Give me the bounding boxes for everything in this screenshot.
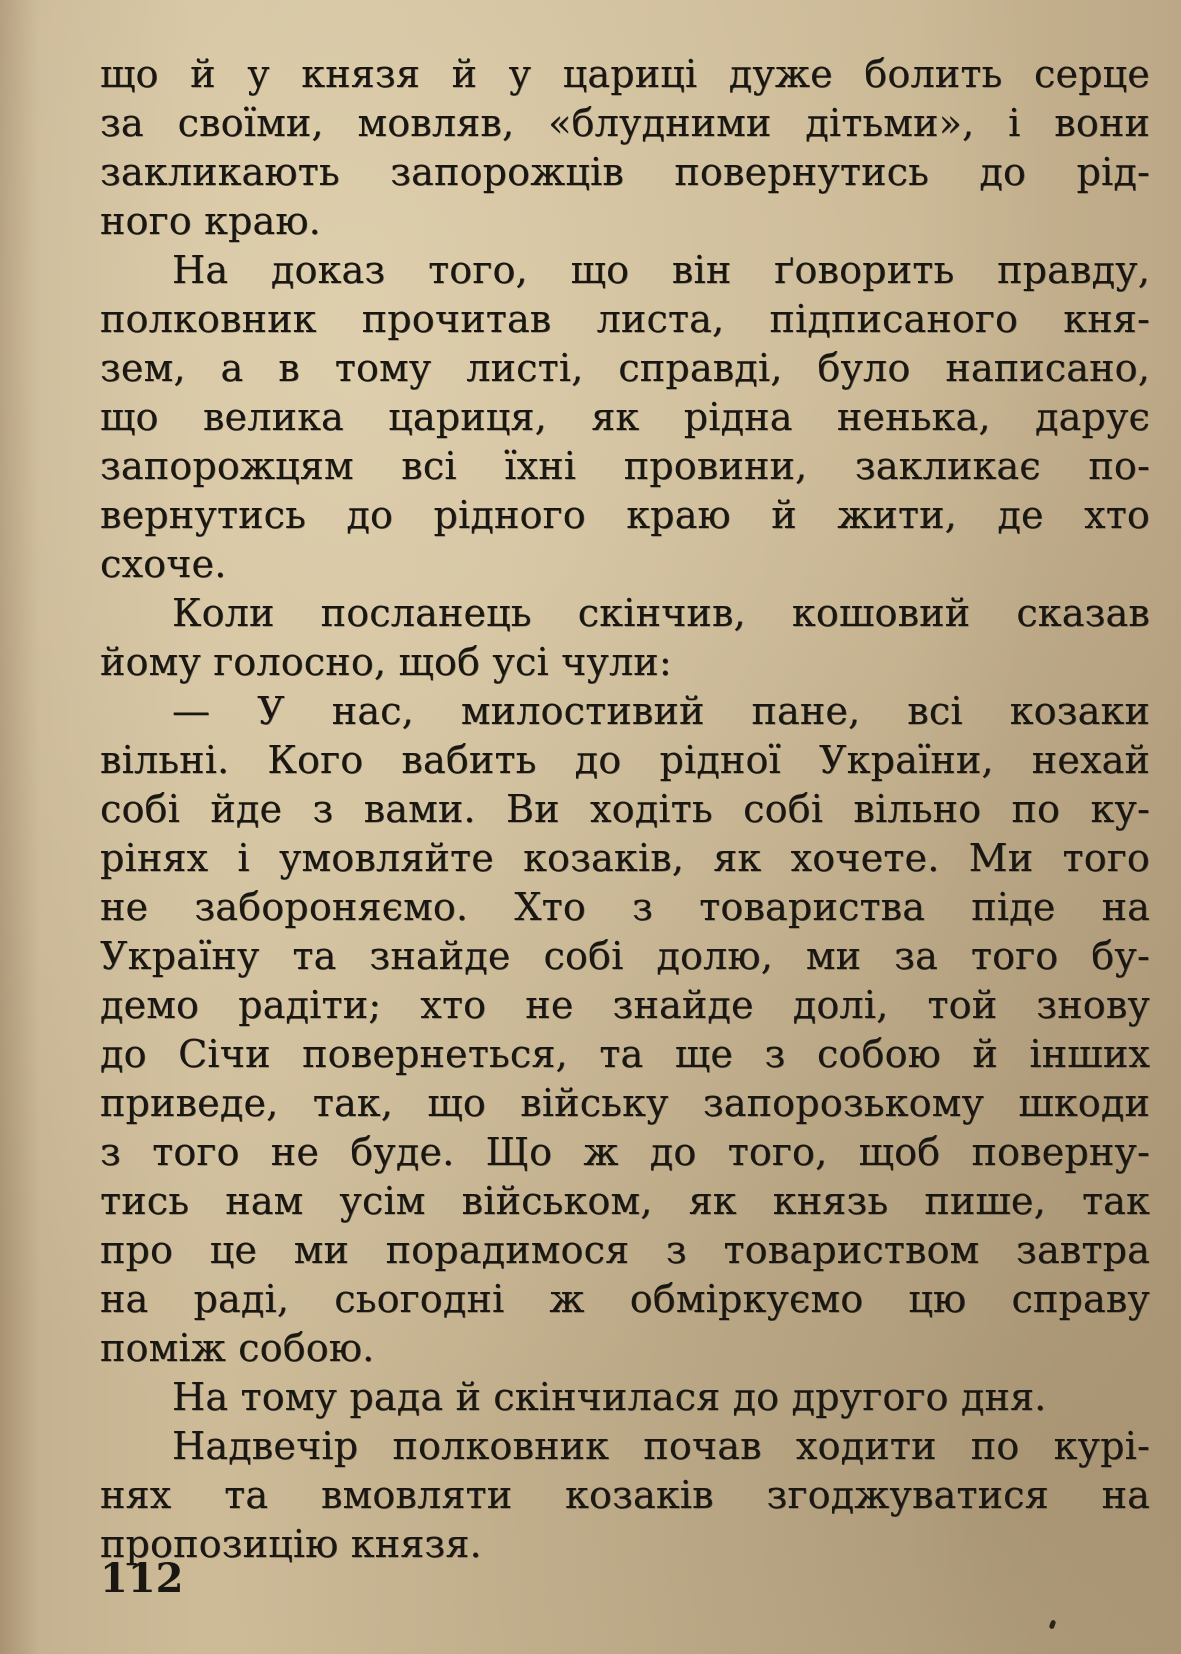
text-line: з того не буде. Що ж до того, щоб поверну- xyxy=(100,1130,1150,1174)
text-line: — У нас, милостивий пане, всі козаки xyxy=(172,689,1150,733)
text-line: полковник прочитав листа, підписаного кня- xyxy=(100,297,1150,341)
text-line: що велика цариця, як рідна ненька, дарує xyxy=(100,395,1150,439)
text-line: закликають запорожців повернутись до рід- xyxy=(100,150,1150,194)
text-line: за своїми, мовляв, «блудними дітьми», і вони xyxy=(100,101,1150,145)
text-line: йому голосно, щоб усі чули: xyxy=(100,640,672,684)
text-line: про це ми порадимося з товариством завтра xyxy=(100,1228,1150,1272)
text-line: На тому рада й скінчилася до другого дня. xyxy=(172,1375,1047,1419)
text-line: вернутись до рідного краю й жити, де хто xyxy=(100,493,1150,537)
page-number: 112 xyxy=(100,1555,184,1602)
ink-speck xyxy=(1049,1619,1057,1629)
text-line: приведе, так, що війську запорозькому шкоди xyxy=(100,1081,1150,1125)
text-line: запорожцям всі їхні провини, закликає по- xyxy=(100,444,1150,488)
text-line: нях та вмовляти козаків згоджуватися на xyxy=(100,1473,1150,1517)
text-line: не забороняємо. Хто з товариства піде на xyxy=(100,885,1150,929)
text-line: рінях і умовляйте козаків, як хочете. Ми того xyxy=(100,836,1150,880)
text-line: пропозицію князя. xyxy=(100,1522,482,1566)
text-line: Україну та знайде собі долю, ми за того бу- xyxy=(100,934,1150,978)
text-line: Надвечір полковник почав ходити по курі- xyxy=(172,1424,1150,1468)
text-line: зем, а в тому листі, справді, було написано, xyxy=(100,346,1150,390)
text-line: вільні. Кого вабить до рідної України, нехай xyxy=(100,738,1150,782)
text-line: на раді, сьогодні ж обміркуємо цю справу xyxy=(100,1277,1150,1321)
text-line: собі йде з вами. Ви ходіть собі вільно по ку- xyxy=(100,787,1150,831)
text-line: поміж собою. xyxy=(100,1326,375,1370)
text-line: На доказ того, що він ґоворить правду, xyxy=(172,248,1150,292)
text-line: до Січи повернеться, та ще з собою й інших xyxy=(100,1032,1150,1076)
text-line: схоче. xyxy=(100,542,227,586)
text-line: тись нам усім військом, як князь пише, так xyxy=(100,1179,1150,1223)
text-line: ного краю. xyxy=(100,199,321,243)
body-text xyxy=(100,50,1150,1569)
text-line: Коли посланець скінчив, кошовий сказав xyxy=(172,591,1150,635)
text-line: демо радіти; хто не знайде долі, той знову xyxy=(100,983,1150,1027)
text-line: що й у князя й у цариці дуже болить серце xyxy=(100,52,1150,96)
